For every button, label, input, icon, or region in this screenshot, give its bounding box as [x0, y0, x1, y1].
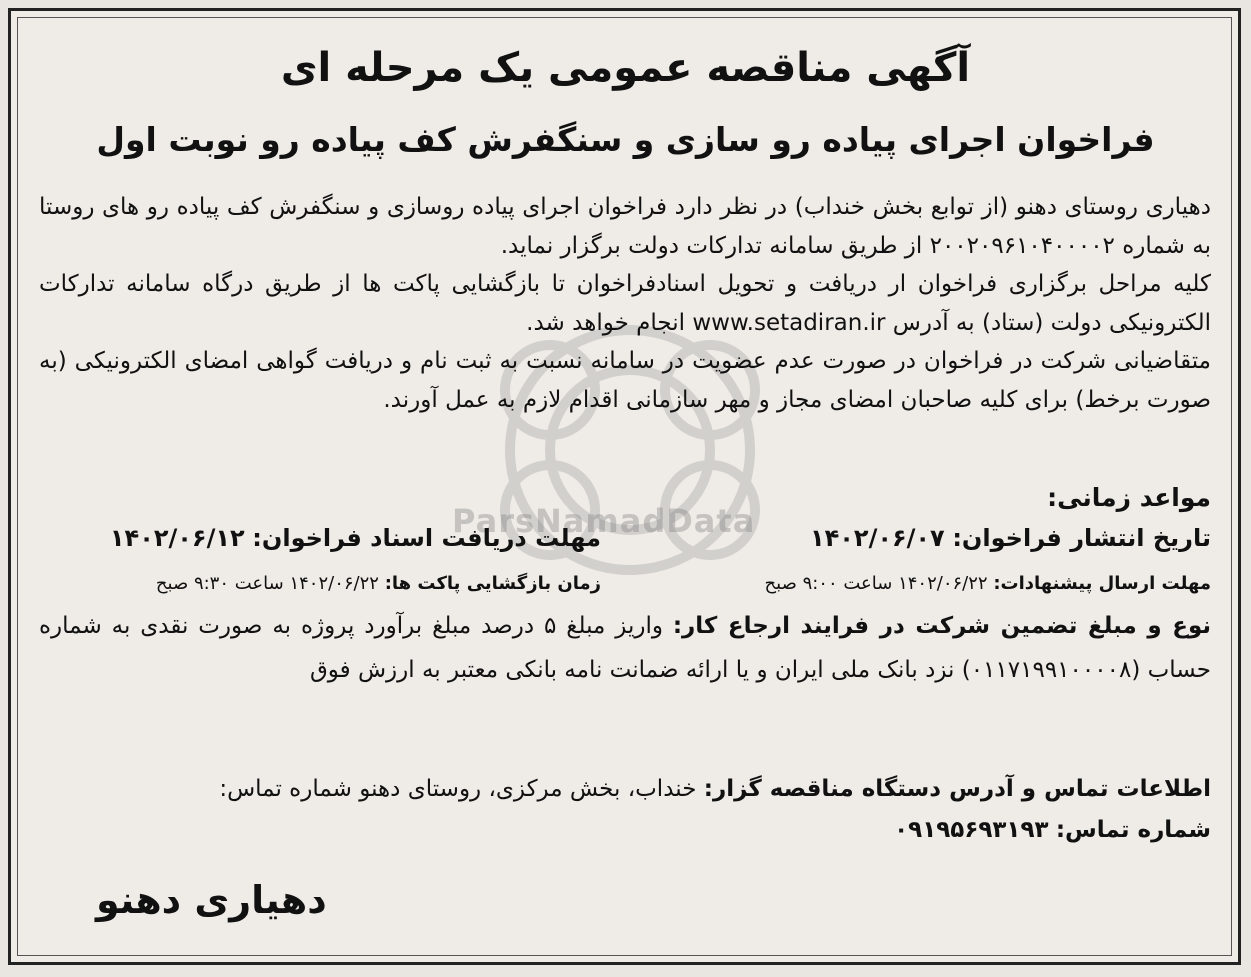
phone-value: ۰۹۱۹۵۶۹۳۱۹۳ — [894, 817, 1049, 843]
submit-deadline-label: مهلت ارسال پیشنهادات: — [993, 573, 1211, 594]
page-subtitle: فراخوان اجرای پیاده رو سازی و سنگفرش کف پیاده رو نوبت اول — [96, 120, 1155, 159]
guarantee-section — [39, 604, 1211, 692]
receive-deadline-value: ۱۴۰۲/۰۶/۱۲ — [109, 524, 245, 552]
watermark-brand: ParsNamadData — [452, 502, 756, 540]
receive-deadline-label: مهلت دریافت اسناد فراخوان: — [252, 524, 601, 552]
opening-time — [156, 573, 601, 594]
opening-time-label: زمان بازگشایی پاکت ها: — [384, 573, 601, 594]
guarantee-label: نوع و مبلغ تضمین شرکت در فرایند ارجاع کار: — [672, 613, 1211, 639]
phone-label: شماره تماس: — [1055, 817, 1211, 843]
page-title: آگهی مناقصه عمومی یک مرحله ای — [280, 45, 971, 91]
publish-date-value: ۱۴۰۲/۰۶/۰۷ — [809, 524, 945, 552]
stages-text: کلیه مراحل برگزاری فراخوان ار دریافت و تحویل اسنادفراخوان تا بازگشایی پاکت ها از طریق درگاه سامانه تدارکات الکترونیکی دولت (ستاد) به آدرس — [39, 271, 1211, 336]
setad-url-link[interactable]: www.setadiran.ir — [692, 309, 886, 336]
submit-deadline — [765, 573, 1211, 594]
contact-label: اطلاعات تماس و آدرس دستگاه مناقصه گزار: — [703, 776, 1211, 802]
body-paragraph-applicants: متقاضیانی شرکت در فراخوان در صورت عدم عضویت در سامانه نسبت به ثبت نام و دریافت گواهی امضای الکترونیکی (به صورت برخط) برای کلیه صاحبان امضای مجاز و مهر سازمانی اقدام لازم به عمل آورند. — [39, 348, 1211, 413]
submit-deadline-value: ۱۴۰۲/۰۶/۲۲ ساعت ۹:۰۰ صبح — [764, 573, 988, 594]
body-paragraph-stages — [39, 265, 1211, 342]
contact-address: خنداب، بخش مرکزی، روستای دهنو شماره تماس: — [219, 776, 697, 802]
dates-heading: مواعد زمانی: — [1047, 483, 1211, 512]
publish-date-label: تاریخ انتشار فراخوان: — [952, 524, 1211, 552]
contact-phone — [894, 817, 1211, 843]
body-paragraph-intro: دهیاری روستای دهنو (از توابع بخش خنداب) در نظر دارد فراخوان اجرای پیاده روسازی و سنگفرش کف پیاده رو های روستا به شماره ۲۰۰۲۰۹۶۱۰۴۰۰۰۰۲ از طریق سامانه تدارکات دولت برگزار نماید. — [39, 194, 1211, 259]
guarantee-text: واریز مبلغ ۵ درصد مبلغ برآورد پروژه به صورت نقدی به شماره حساب (۰۱۱۷۱۹۹۱۰۰۰۰۸) نزد بانک ملی ایران و یا ارائه ضمانت نامه بانکی معتبر به ارزش فوق — [39, 613, 1211, 683]
contact-info — [219, 776, 1211, 802]
signature: دهیاری دهنو — [96, 878, 327, 922]
stages-text-end: انجام خواهد شد. — [526, 309, 686, 336]
receive-deadline — [110, 524, 601, 552]
publish-date — [810, 524, 1211, 552]
opening-time-value: ۱۴۰۲/۰۶/۲۲ ساعت ۹:۳۰ صبح — [155, 573, 379, 594]
body-text — [39, 188, 1211, 419]
